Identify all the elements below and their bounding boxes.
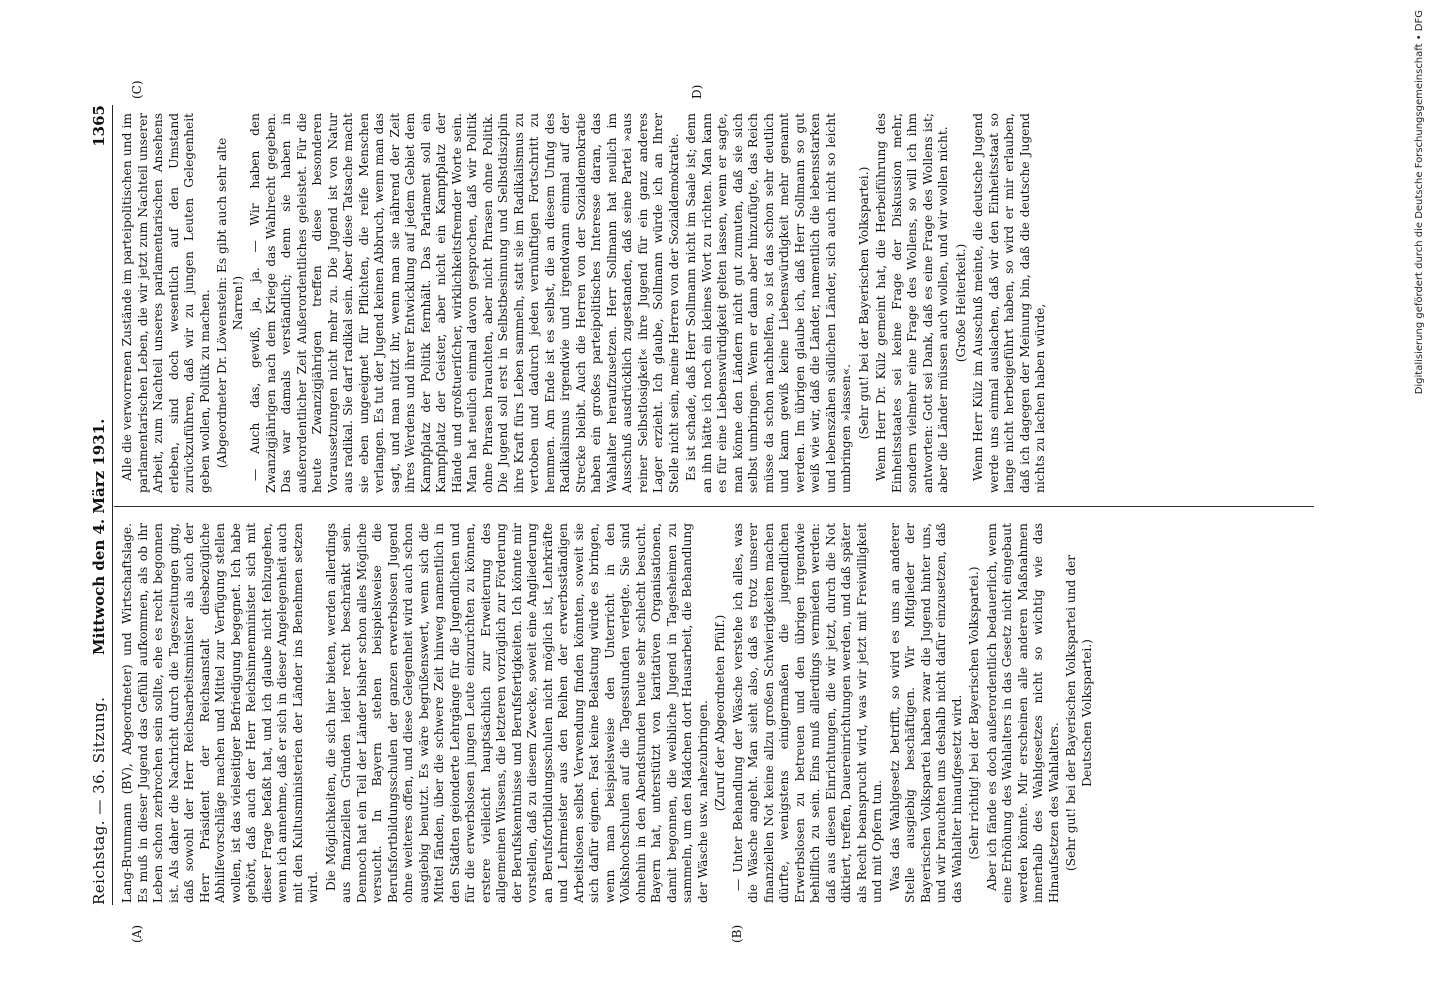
paragraph: Lang-Brunmann (BV), Abgeordneter) und Wirtschaftslage. Es muß in dieser Jugend das Gefühl aufkommen, als ob ihr Leben schon zerbrochen sein sollte, ehe es recht begonnen ist. Als daher die Nachricht durch die Tageszeitungen ging, daß sowohl der Herr Reichsarbeitsminister als auch der Herr Präsident der Reichsanstalt diesbezügliche Abhilfevorschläge machen und Mittel zur Verfügung stellen wollen, ist das vielseitiger Befriedigung begegnet. Ich habe gehört, daß auch der Herr Reichsinnenminister sich mit dieser Frage befaßt hat, und ich glaube nicht fehlzugehen, wenn ich annehme, daß er sich in dieser Angelegenheit auch mit den Kultusministerien der Länder ins Benehmen setzen wird. bbox=[120, 523, 320, 903]
paragraph: Es ist schade, daß Herr Sollmann nicht im Saale ist; denn an ihn hätte ich noch ein kleines Wort zu richten. Man kann es für eine Liebenswürdigkeit gelten lassen, wenn er sagte, man könne den Ländern nicht gut zumuten, daß sie sich selbst umbringen. Wenn er dann aber hinzufügte, das Reich müsse da schon nachhelfen, so ist das schon sehr deutlich und kann gewiß keine Liebenswürdigkeit mehr genannt werden. Im übrigen glaube ich, daß Herr Sollmann so gut weiß wie wir, daß die Länder, namentlich die lebensstarken und lebenszähen südlichen Länder, sich auch nicht so leicht umbringen »lassen«. bbox=[684, 113, 853, 493]
interjection: (Sehr gut! bei der Bayerischen Volkspartei und der Deutschen Volkspartei.) bbox=[1064, 554, 1094, 872]
paragraph: Aber ich fände es doch außerordentlich bedauerlich, wenn eine Erhöhung des Wahlalters in das Gesetz nicht eingebaut werden könnte. Mir erscheinen alle anderen Maßnahmen innerhalb des Wahlgesetzes nicht so wichtig wie das Hinaufsetzen des Wahlalters. bbox=[984, 523, 1061, 903]
interjection: (Sehr gut! bei der Bayerischen Volkspartei.) bbox=[856, 166, 871, 440]
interjection: (Sehr richtig! bei der Bayerischen Volkspartei.) bbox=[967, 566, 981, 860]
column-divider bbox=[114, 506, 1314, 507]
paragraph: Wenn Herr Külz im Ausschuß meinte, die deutsche Jugend werde uns einmal auslachen, daß wir den Einheitsstaat so lange nicht herbeigeführt haben, so wird er mir erlauben, daß ich dagegen der Meinung bin, daß die deutsche Jugend nichts zu lachen haben würde, bbox=[971, 113, 1047, 493]
right-column bbox=[120, 113, 1051, 493]
page-number: 1365 bbox=[90, 105, 108, 147]
interjection: (Große Heiterkeit.) bbox=[953, 243, 968, 363]
document-page bbox=[90, 80, 1320, 943]
interjection: (Zuruf der Abgeordneten Pfülf.) bbox=[713, 614, 727, 812]
header-rule bbox=[112, 105, 113, 905]
digitization-stamp-text: Digitalisierung gefördert durch die Deutsche Forschungsgemeinschaft • DFG bbox=[1414, 10, 1425, 395]
paragraph: Alle die verworrenen Zustände im parteipolitischen und im parlamentarischen Leben, die wir jetzt zum Nachteil unserer Arbeit, zum Nachteil unseres parlamentarischen Ansehens erleben, sind doch wesentlich auf den Umstand zurückzuführen, daß wir zu jungen Leuten Gelegenheit geben wollen, Politik zu machen. bbox=[120, 113, 212, 493]
paragraph: Wenn Herr Dr. Külz gemeint hat, die Herbeiführung des Einheitsstaates sei keine Frage der Diskussion mehr, sondern vielmehr eine Frage des Wollens, so will ich ihm antworten: Gott sei Dank, daß es eine Frage des Wollens ist; aber die Länder müssen auch wollen, und wir wollen nicht. bbox=[874, 113, 950, 493]
paragraph: Was das Wahlgesetz betrifft, so wird es uns an anderer Stelle ausgiebig beschäftigen. Wir Mitglieder der Bayerischen Volkspartei haben zwar die Jugend hinter uns, und wir brauchten uns deshalb nicht dafür einzusetzen, daß das Wahlalter hinaufgesetzt wird. bbox=[887, 523, 964, 903]
margin-marker-c: (C) bbox=[130, 80, 144, 99]
left-column bbox=[120, 523, 1097, 903]
digitization-stamp bbox=[1412, 10, 1432, 990]
header-left: Reichstag. — 36. Sitzung. bbox=[90, 696, 108, 905]
margin-marker-d: D) bbox=[690, 84, 704, 99]
paragraph: — Unter Behandlung der Wäsche verstehe ich alles, was die Wäsche angeht. Man sieht also, daß es trotz unserer finanziellen Not keine allzu großen Schwierigkeiten machen dürfte, wenigstens einigermaßen die jugendlichen Erwerbslosen zu betreuen und den übrigen irgendwie behilflich zu sein. Eins muß allerdings vermieden werden: daß aus diesen Einrichtungen, die wir jetzt, durch die Not diktiert, treffen, Dauereinrichtungen werden, und daß später als Recht beansprucht wird, was wir jetzt mit Freiwilligkeit und mit Opfern tun. bbox=[730, 523, 884, 903]
margin-marker-a: (A) bbox=[130, 924, 144, 943]
paragraph: Die Möglichkeiten, die sich hier bieten, werden allerdings aus finanziellen Gründen leider recht beschränkt sein. Dennoch hat ein Teil der Länder bisher schon alles Mögliche versucht. In Bayern stehen beispielsweise die Berufsfortbildungsschulen der ganzen erwerbslosen Jugend ohne weiteres offen, und diese Gelegenheit wird auch schon ausgiebig benutzt. Es wäre begrüßenswert, wenn sich die Mittel fänden, über die schwere Zeit hinweg namentlich in den Städten geionderte Lehrgänge für die Jugendlichen und für die erwerbslosen jungen Leute einzurichten zu können, erstere vielleicht hauptsächlich zur Erweiterung des allgemeinen Wissens, die letzteren vorzüglich zur Förderung der Berufskenntnisse und Berufsfertigkeiten. Ich könnte mir vorstellen, daß zu diesem Zwecke, soweit eine Angliederung an Berufsfortbildungsschulen nicht möglich ist, Lehrkräfte und Lehrmeister aus den Reihen der erwerbsständigen Arbeitslosen selbst Verwendung finden könnten, soweit sie sich dafür eignen. Fast keine Belastung würde es bringen, wenn man beispielsweise den Unterricht in den Volkshochschulen auf die Tagesstunden verlegte. Sie sind ohnehin in den Abendstunden heute sehr schlecht besucht. Bayern hat, unterstützt von karitativen Organisationen, damit begonnen, die weibliche Jugend in Tagesheimen zu sammeln, um den Mädchen dort Hausarbeit, die Behandlung der Wäsche usw. nahezubringen. bbox=[323, 523, 710, 903]
interjection: (Abgeordneter Dr. Löwenstein: Es gibt auch sehr alte Narren!) bbox=[215, 137, 245, 469]
margin-marker-b: (B) bbox=[730, 924, 744, 943]
header-date: Mittwoch den 4. März 1931. bbox=[90, 418, 108, 655]
paragraph: — Auch das, gewiß, ja, ja. — Wir haben den Zwanzigjährigen nach dem Kriege das Wahlrecht gegeben. Das war damals verständlich; denn sie haben in außerordentlicher Zeit Außerordentliches geleistet. Für die heute Zwanzigjährigen treffen diese besonderen Voraussetzungen nicht mehr zu. Die Jugend ist von Natur aus radikal. Sie darf radikal sein. Aber diese Tatsache macht sie eben ungeeignet für Pflichten, die reife Menschen verlangen. Es tut der Jugend keinen Abbruch, wenn man das sagt, und man nützt ihr, wenn man sie nährend der Zeit ihres Werdens und ihrer Entwicklung auf jedem Gebiet dem Kampfplatz der Politik fernhält. Das Parlament soll ein Kampfplatz der Geister, aber nicht ein Kampfplatz der Hände und großtueriſcher, wirklichkeitsfremder Worte sein. Man hat neulich einmal davon gesprochen, daß wir Politik ohne Phrasen brauchten, aber nicht Phrasen ohne Politik. Die Jugend soll erst in Selbstbesinnung und Selbstdisziplin ihre Kraft fürs Leben sammeln, statt sie im Radikalismus zu vertoben und dadurch jeden vernünftigen Fortschritt zu hemmen. Am Ende ist es selbst, die an diesem Unfug des Radikalismus irgendwie und irgendwann einmal auf der Strecke bleibt. Auch die Herren von der Sozialdemokratie haben ein großes parteipolitisches Interesse daran, das Wahlalter heraufzusetzen. Herr Sollmann hat neulich im Ausschuß ausdrücklich zugestanden, daß seine Partei »aus reiner Selbstlosigkeit« ihre Jugend für ein ganz anderes Lager erzieht. Ich glaube, Sollmann würde ich an Ihrer Stelle nicht sein, meine Herren von der Sozialdemokratie. bbox=[248, 113, 681, 493]
